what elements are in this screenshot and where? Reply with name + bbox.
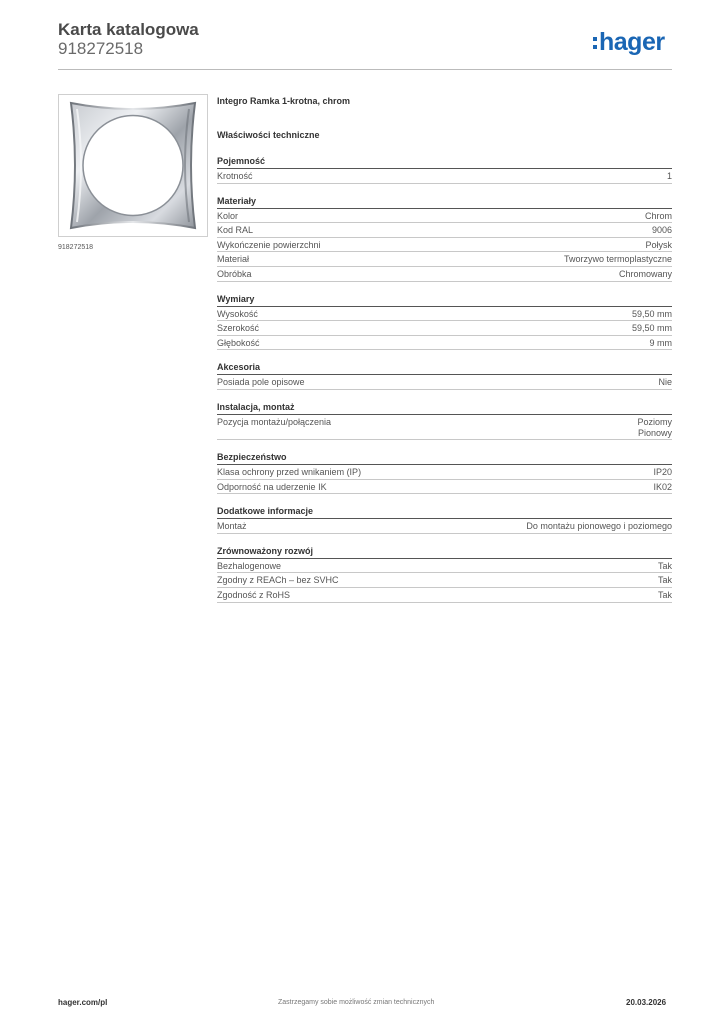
spec-value-line: 59,50 mm [631, 308, 672, 319]
spec-group [217, 196, 672, 282]
spec-label: Materiał [217, 254, 250, 265]
spec-value [645, 211, 672, 222]
spec-section [217, 96, 672, 603]
spec-row [217, 209, 672, 224]
spec-row [217, 169, 672, 184]
spec-label: Wykończenie powierzchni [217, 239, 321, 250]
spec-value-line: 1 [666, 171, 672, 181]
spec-group [217, 362, 672, 390]
spec-label: Montaż [217, 521, 247, 532]
spec-label: Głębokość [217, 337, 260, 348]
spec-row [217, 480, 672, 495]
spec-row [217, 336, 672, 351]
spec-value [653, 482, 672, 493]
spec-row [217, 321, 672, 336]
spec-value-line: Tak [657, 575, 672, 586]
spec-group-title: Zrównoważony rozwój [217, 546, 672, 559]
tech-properties-title: Właściwości techniczne [217, 130, 320, 140]
spec-label: Bezhalogenowe [217, 560, 282, 571]
spec-group [217, 402, 672, 440]
spec-label: Kolor [217, 210, 239, 221]
spec-row [217, 375, 672, 390]
spec-group-title: Materiały [217, 196, 672, 209]
spec-label: Kod RAL [217, 225, 254, 236]
spec-value-line: 9006 [651, 225, 672, 236]
spec-value-line: Tworzywo termoplastyczne [563, 254, 672, 265]
product-number: 918272518 [58, 39, 144, 58]
spec-row [217, 267, 672, 282]
spec-value [658, 590, 672, 601]
spec-label: Obróbka [217, 268, 252, 279]
spec-row [217, 465, 672, 480]
spec-group-title: Instalacja, montaż [217, 402, 672, 415]
spec-value [645, 240, 672, 251]
spec-group [217, 506, 672, 534]
spec-value-line: Do montażu pionowego i poziomego [526, 521, 672, 532]
spec-value [564, 254, 672, 265]
page-title: Karta katalogowa [58, 20, 199, 39]
logo-text: hager [599, 28, 665, 56]
spec-row [217, 519, 672, 534]
spec-label: Pozycja montażu/połączenia [217, 416, 332, 427]
spec-group [217, 294, 672, 351]
spec-value-line: 59,50 mm [631, 323, 672, 334]
spec-value [667, 171, 672, 182]
spec-value [658, 561, 672, 572]
spec-row [217, 238, 672, 253]
spec-label: Szerokość [217, 323, 260, 334]
spec-value [658, 575, 672, 586]
header-divider [58, 69, 672, 70]
spec-value [652, 225, 672, 236]
spec-value-line: Tak [657, 589, 672, 600]
spec-label: Krotność [217, 171, 253, 181]
spec-label: Wysokość [217, 308, 258, 319]
spec-value-line: Tak [657, 560, 672, 571]
product-image [58, 94, 208, 237]
product-title: Integro Ramka 1-krotna, chrom [217, 96, 351, 106]
footer-date: 20.03.2026 [626, 998, 667, 1007]
spec-value-line: Połysk [645, 239, 672, 250]
spec-value [650, 338, 673, 349]
spec-group [217, 546, 672, 603]
chrome-frame-icon [59, 95, 207, 236]
spec-row [217, 223, 672, 238]
spec-label: Zgodny z REACh – bez SVHC [217, 575, 339, 586]
spec-row [217, 559, 672, 574]
spec-row [217, 415, 672, 440]
footer-website: hager.com/pl [58, 998, 108, 1007]
spec-group [217, 452, 672, 494]
spec-value-line: Chrom [644, 210, 672, 221]
spec-value [632, 323, 672, 334]
spec-value-line: Chromowany [618, 268, 672, 279]
spec-value [653, 467, 672, 478]
logo-dots-icon [593, 35, 597, 51]
hager-logo [593, 28, 665, 57]
spec-value-line: 9 mm [649, 337, 672, 348]
spec-value [619, 269, 672, 280]
spec-value-line: Pionowy [637, 427, 672, 438]
spec-row [217, 252, 672, 267]
spec-row [217, 573, 672, 588]
spec-group-title: Akcesoria [217, 362, 672, 375]
spec-value [632, 309, 672, 320]
spec-value-line: Poziomy [637, 416, 672, 427]
spec-row [217, 307, 672, 322]
spec-value-line: IK02 [653, 481, 672, 492]
spec-group [217, 156, 672, 184]
spec-label: Klasa ochrony przed wnikaniem (IP) [217, 466, 362, 477]
spec-group-title: Pojemność [217, 156, 672, 169]
spec-row [217, 588, 672, 603]
spec-label: Posiada pole opisowe [217, 377, 305, 388]
spec-label: Zgodność z RoHS [217, 589, 291, 600]
spec-value [637, 417, 672, 439]
image-caption: 918272518 [58, 244, 94, 251]
footer-disclaimer: Zastrzegamy sobie możliwość zmian technicznych [278, 999, 435, 1006]
spec-label: Odporność na uderzenie IK [217, 481, 327, 492]
spec-value [658, 377, 672, 388]
spec-value-line: IP20 [653, 466, 672, 477]
spec-group-title: Wymiary [217, 294, 672, 307]
spec-value [526, 521, 672, 532]
spec-group-title: Bezpieczeństwo [217, 452, 672, 465]
spec-value-line: Nie [658, 377, 672, 388]
spec-group-title: Dodatkowe informacje [217, 506, 672, 519]
spec-groups [217, 156, 672, 603]
